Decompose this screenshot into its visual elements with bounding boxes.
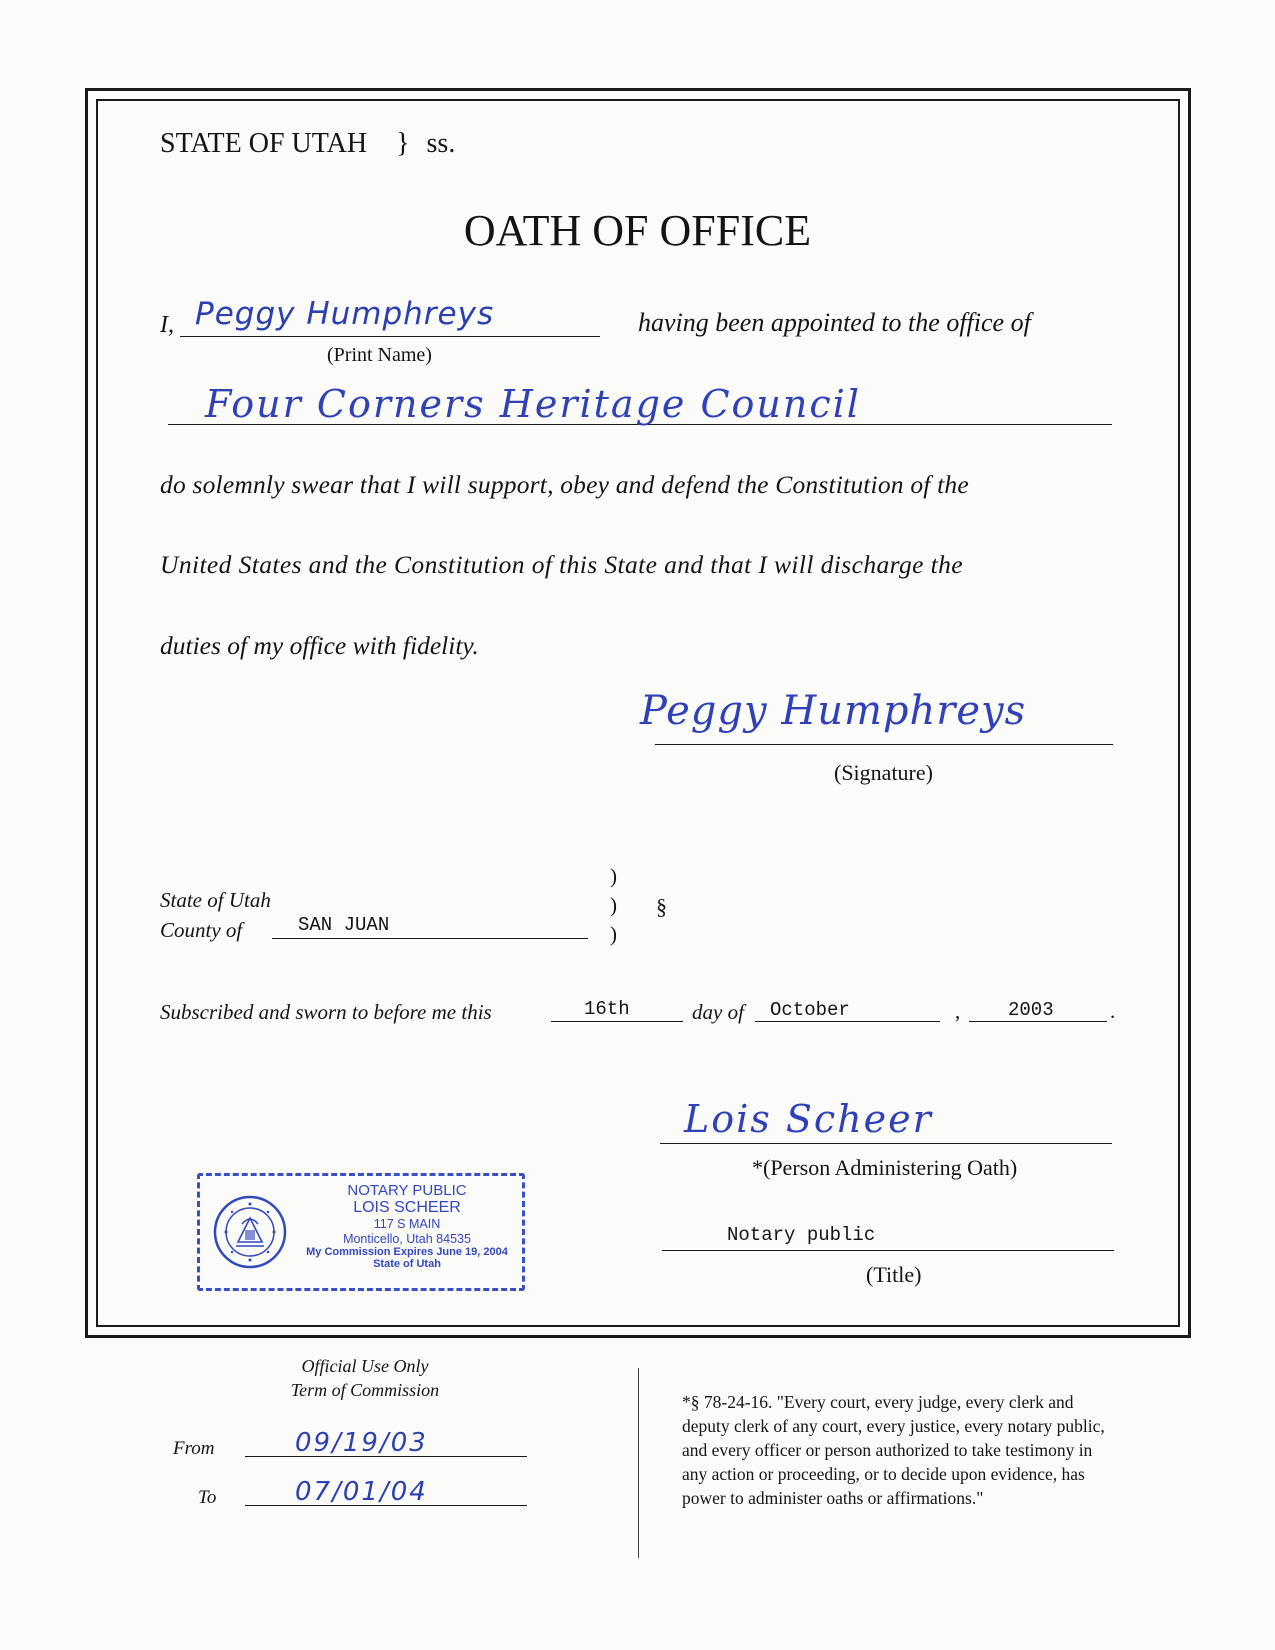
state-of-utah-text: STATE OF UTAH [160,128,368,159]
sworn-year-value: 2003 [1008,999,1054,1021]
from-value: 09/19/03 [295,1428,428,1458]
document-title: OATH OF OFFICE [463,206,812,255]
office-value: Four Corners Heritage Council [205,382,861,426]
statute-text [682,1390,1105,1510]
title-value: Notary public [727,1224,876,1246]
oath-line-1: do solemnly swear that I will support, obey and defend the Constitution of the [160,470,969,499]
i-prefix: I, [160,312,174,338]
print-name-caption: (Print Name) [327,344,432,366]
notary-stamp [197,1173,525,1291]
stamp-line-4: Monticello, Utah 84535 [343,1231,471,1246]
term-of-commission-heading: Term of Commission [290,1380,440,1400]
appointed-text: having been appointed to the office of [638,308,1031,337]
brace: } [396,128,410,159]
sworn-period: . [1110,999,1116,1023]
stamp-line-5: My Commission Expires June 19, 2004 [306,1245,508,1258]
venue-county-label: County of [160,918,243,942]
officer-signature: Peggy Humphreys [640,688,1027,734]
sworn-comma: , [955,999,961,1023]
oath-line-2: United States and the Constitution of this State and that I will discharge the [160,550,964,579]
administrator-caption: *(Person Administering Oath) [752,1155,1018,1180]
stamp-line-1: NOTARY PUBLIC [347,1182,467,1199]
print-name-underline [180,336,600,337]
venue-paren-1: ) [610,864,617,888]
title-caption: (Title) [866,1262,922,1287]
utah-state-seal-icon [212,1194,288,1270]
sworn-month-value: October [770,999,850,1021]
print-name-value: Peggy Humphreys [195,296,495,332]
statute-line-4: any action or proceeding, or to decide upon evidence, has [682,1464,1085,1484]
venue-state: State of Utah [160,888,271,912]
month-underline [755,1021,940,1022]
administrator-underline [660,1143,1112,1144]
statute-line-1: *§ 78-24-16. "Every court, every judge, every clerk and [682,1392,1074,1412]
title-underline [662,1250,1114,1251]
to-value: 07/01/04 [295,1477,428,1507]
signature-caption: (Signature) [834,760,933,785]
signature-underline [655,744,1113,745]
venue-paren-3: ) [610,922,617,946]
section-symbol: § [656,894,667,919]
statute-line-3: and every officer or person authorized to take testimony in [682,1440,1093,1460]
day-of-text: day of [692,1000,744,1024]
sworn-prefix: Subscribed and sworn to before me this [160,1000,492,1024]
state-heading [160,128,455,160]
oath-line-3: duties of my office with fidelity. [160,631,479,660]
stamp-line-2: LOIS SCHEER [353,1199,461,1217]
footer-divider [638,1368,639,1558]
official-use-heading: Official Use Only [301,1356,429,1376]
ss-text: ss. [426,128,456,159]
stamp-line-3: 117 S MAIN [373,1217,441,1232]
statute-line-5: power to administer oaths or affirmations." [682,1488,984,1508]
year-underline [969,1021,1107,1022]
venue-paren-2: ) [610,893,617,917]
administrator-signature: Lois Scheer [684,1097,933,1141]
county-value: SAN JUAN [298,914,390,936]
from-label: From [173,1438,215,1459]
county-underline [272,938,588,939]
day-underline [551,1021,683,1022]
stamp-line-6: State of Utah [373,1258,441,1271]
to-label: To [198,1487,217,1508]
statute-line-2: deputy clerk of any court, every justice, every notary public, [682,1416,1105,1436]
sworn-day-value: 16th [584,998,630,1020]
